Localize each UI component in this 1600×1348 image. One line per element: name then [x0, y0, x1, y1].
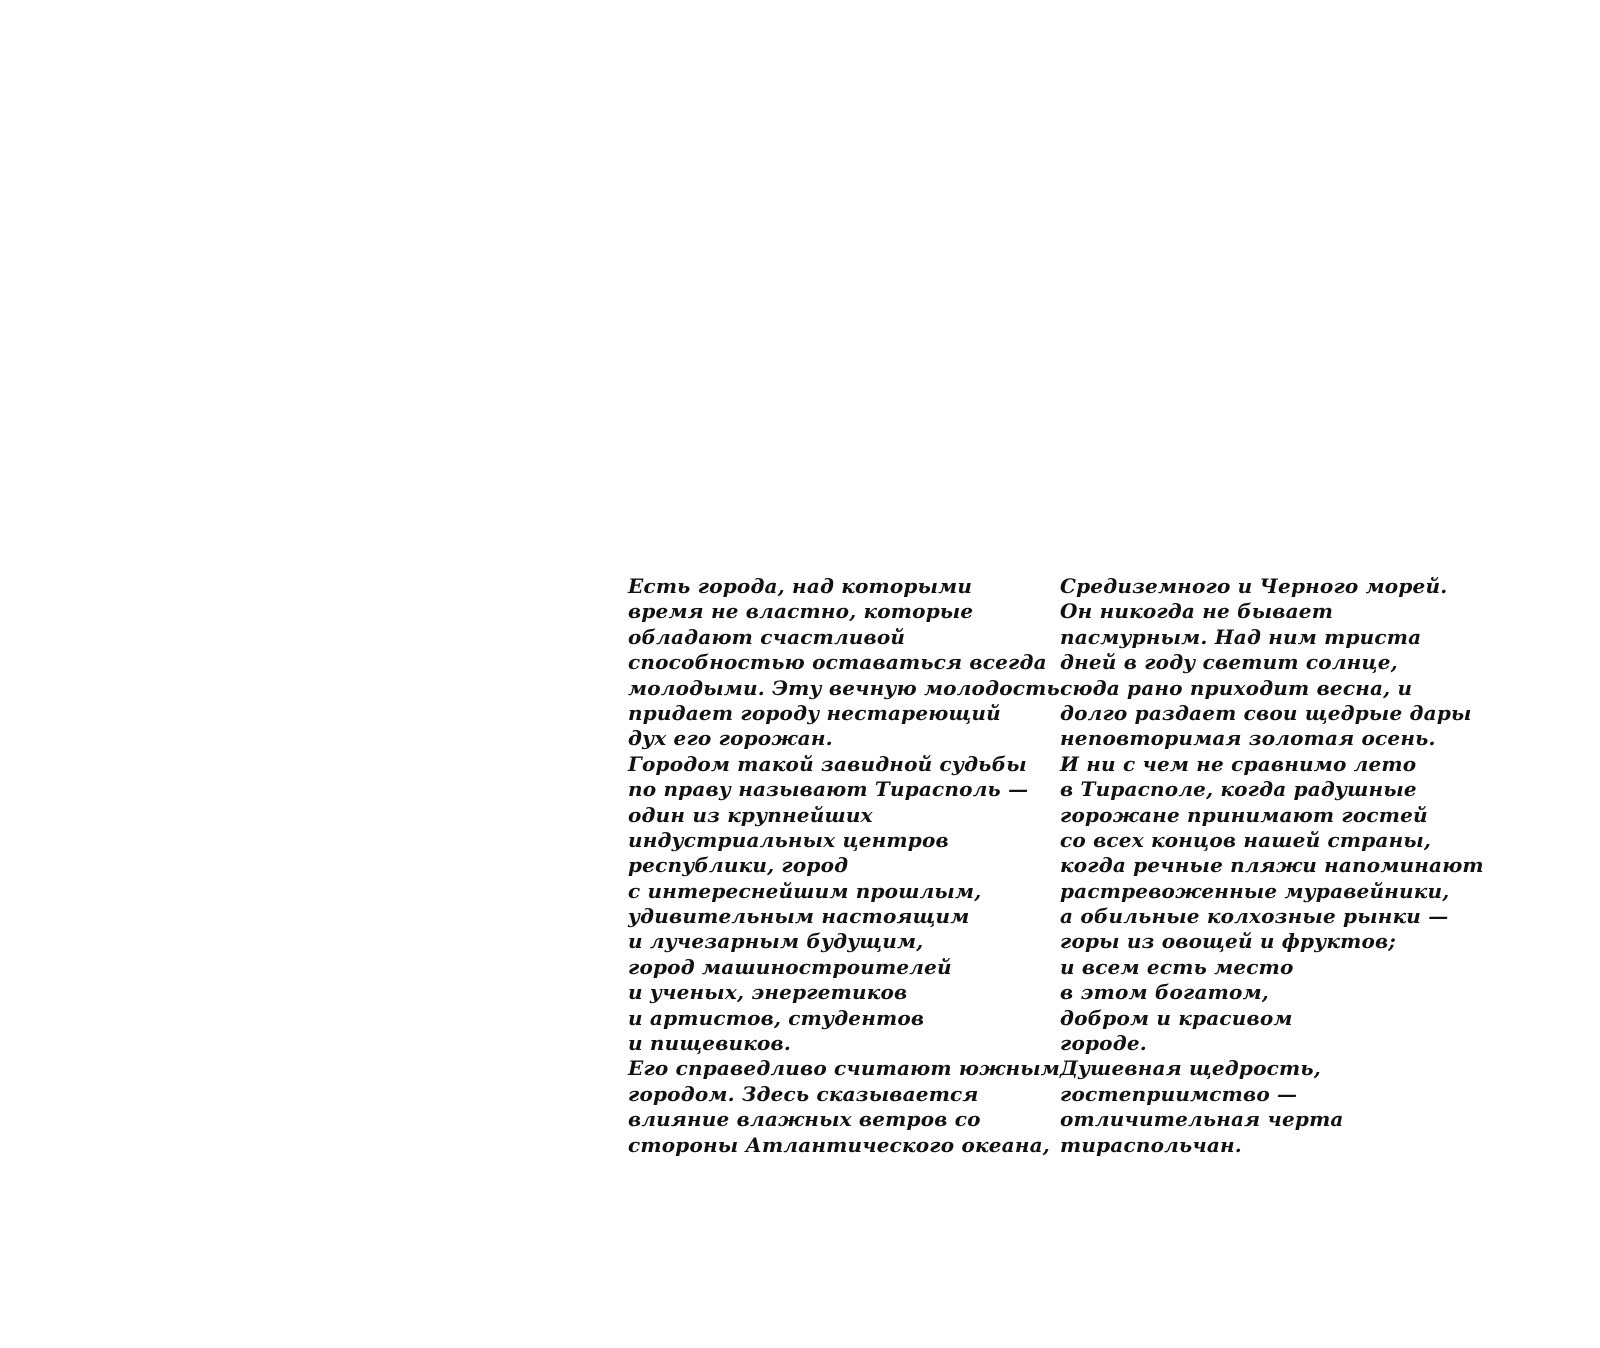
text-line: городом. Здесь сказывается — [628, 1081, 979, 1106]
text-column-right — [1060, 574, 1500, 1158]
text-line: индустриальных центров — [628, 827, 949, 852]
text-line: стороны Атлантического океана, — [628, 1132, 1050, 1157]
text-line: молодыми. Эту вечную молодость — [628, 675, 1060, 700]
text-line: и пищевиков. — [628, 1031, 792, 1056]
text-line: дней в году светит солнце, — [1060, 650, 1398, 675]
text-line: один из крупнейших — [628, 802, 873, 827]
text-line: И ни с чем не сравнимо лето — [1060, 751, 1417, 776]
text-line: республики, город — [628, 853, 849, 878]
text-line: растревоженные муравейники, — [1060, 878, 1450, 903]
text-line: дух его горожан. — [628, 726, 833, 751]
text-line: со всех концов нашей страны, — [1060, 827, 1432, 852]
text-line: в Тирасполе, когда радушные — [1060, 777, 1417, 802]
text-line: долго раздает свои щедрые дары — [1060, 700, 1472, 725]
text-line: неповторимая золотая осень. — [1060, 726, 1436, 751]
text-line: с интереснейшим прошлым, — [628, 878, 982, 903]
text-line: и артистов, студентов — [628, 1005, 925, 1030]
text-line: горожане принимают гостей — [1060, 802, 1428, 827]
text-line: время не властно, которые — [628, 599, 974, 624]
text-line: обладают счастливой — [628, 624, 906, 649]
text-line: Душевная щедрость, — [1060, 1056, 1321, 1081]
text-line: и ученых, энергетиков — [628, 980, 908, 1005]
text-line: придает городу нестареющий — [628, 700, 1001, 725]
text-line: городе. — [1060, 1031, 1147, 1056]
text-line: Городом такой завидной судьбы — [628, 751, 1027, 776]
text-line: по праву называют Тирасполь — — [628, 777, 1029, 802]
text-line: когда речные пляжи напоминают — [1060, 853, 1484, 878]
text-column-left — [628, 574, 1061, 1158]
text-line: Его справедливо считают южным — [628, 1056, 1061, 1081]
text-line: горы из овощей и фруктов; — [1060, 929, 1396, 954]
text-line: а обильные колхозные рынки — — [1060, 904, 1449, 929]
text-line: тираспольчан. — [1060, 1132, 1242, 1157]
text-line: и всем есть место — [1060, 954, 1294, 979]
text-line: Есть города, над которыми — [628, 574, 973, 598]
text-line: удивительным настоящим — [628, 904, 970, 929]
text-line: добром и красивом — [1060, 1005, 1293, 1030]
text-line: город машиностроителей — [628, 954, 952, 979]
text-line: гостеприимство — — [1060, 1081, 1298, 1106]
text-line: сюда рано приходит весна, и — [1060, 675, 1413, 700]
text-line: отличительная черта — [1060, 1107, 1344, 1132]
text-line: Он никогда не бывает — [1060, 599, 1334, 624]
text-line: влияние влажных ветров со — [628, 1107, 981, 1132]
text-line: способностью оставаться всегда — [628, 650, 1047, 675]
text-line: Средиземного и Черного морей. — [1060, 574, 1448, 598]
text-line: в этом богатом, — [1060, 980, 1269, 1005]
text-line: пасмурным. Над ним триста — [1060, 624, 1422, 649]
text-line: и лучезарным будущим, — [628, 929, 924, 954]
